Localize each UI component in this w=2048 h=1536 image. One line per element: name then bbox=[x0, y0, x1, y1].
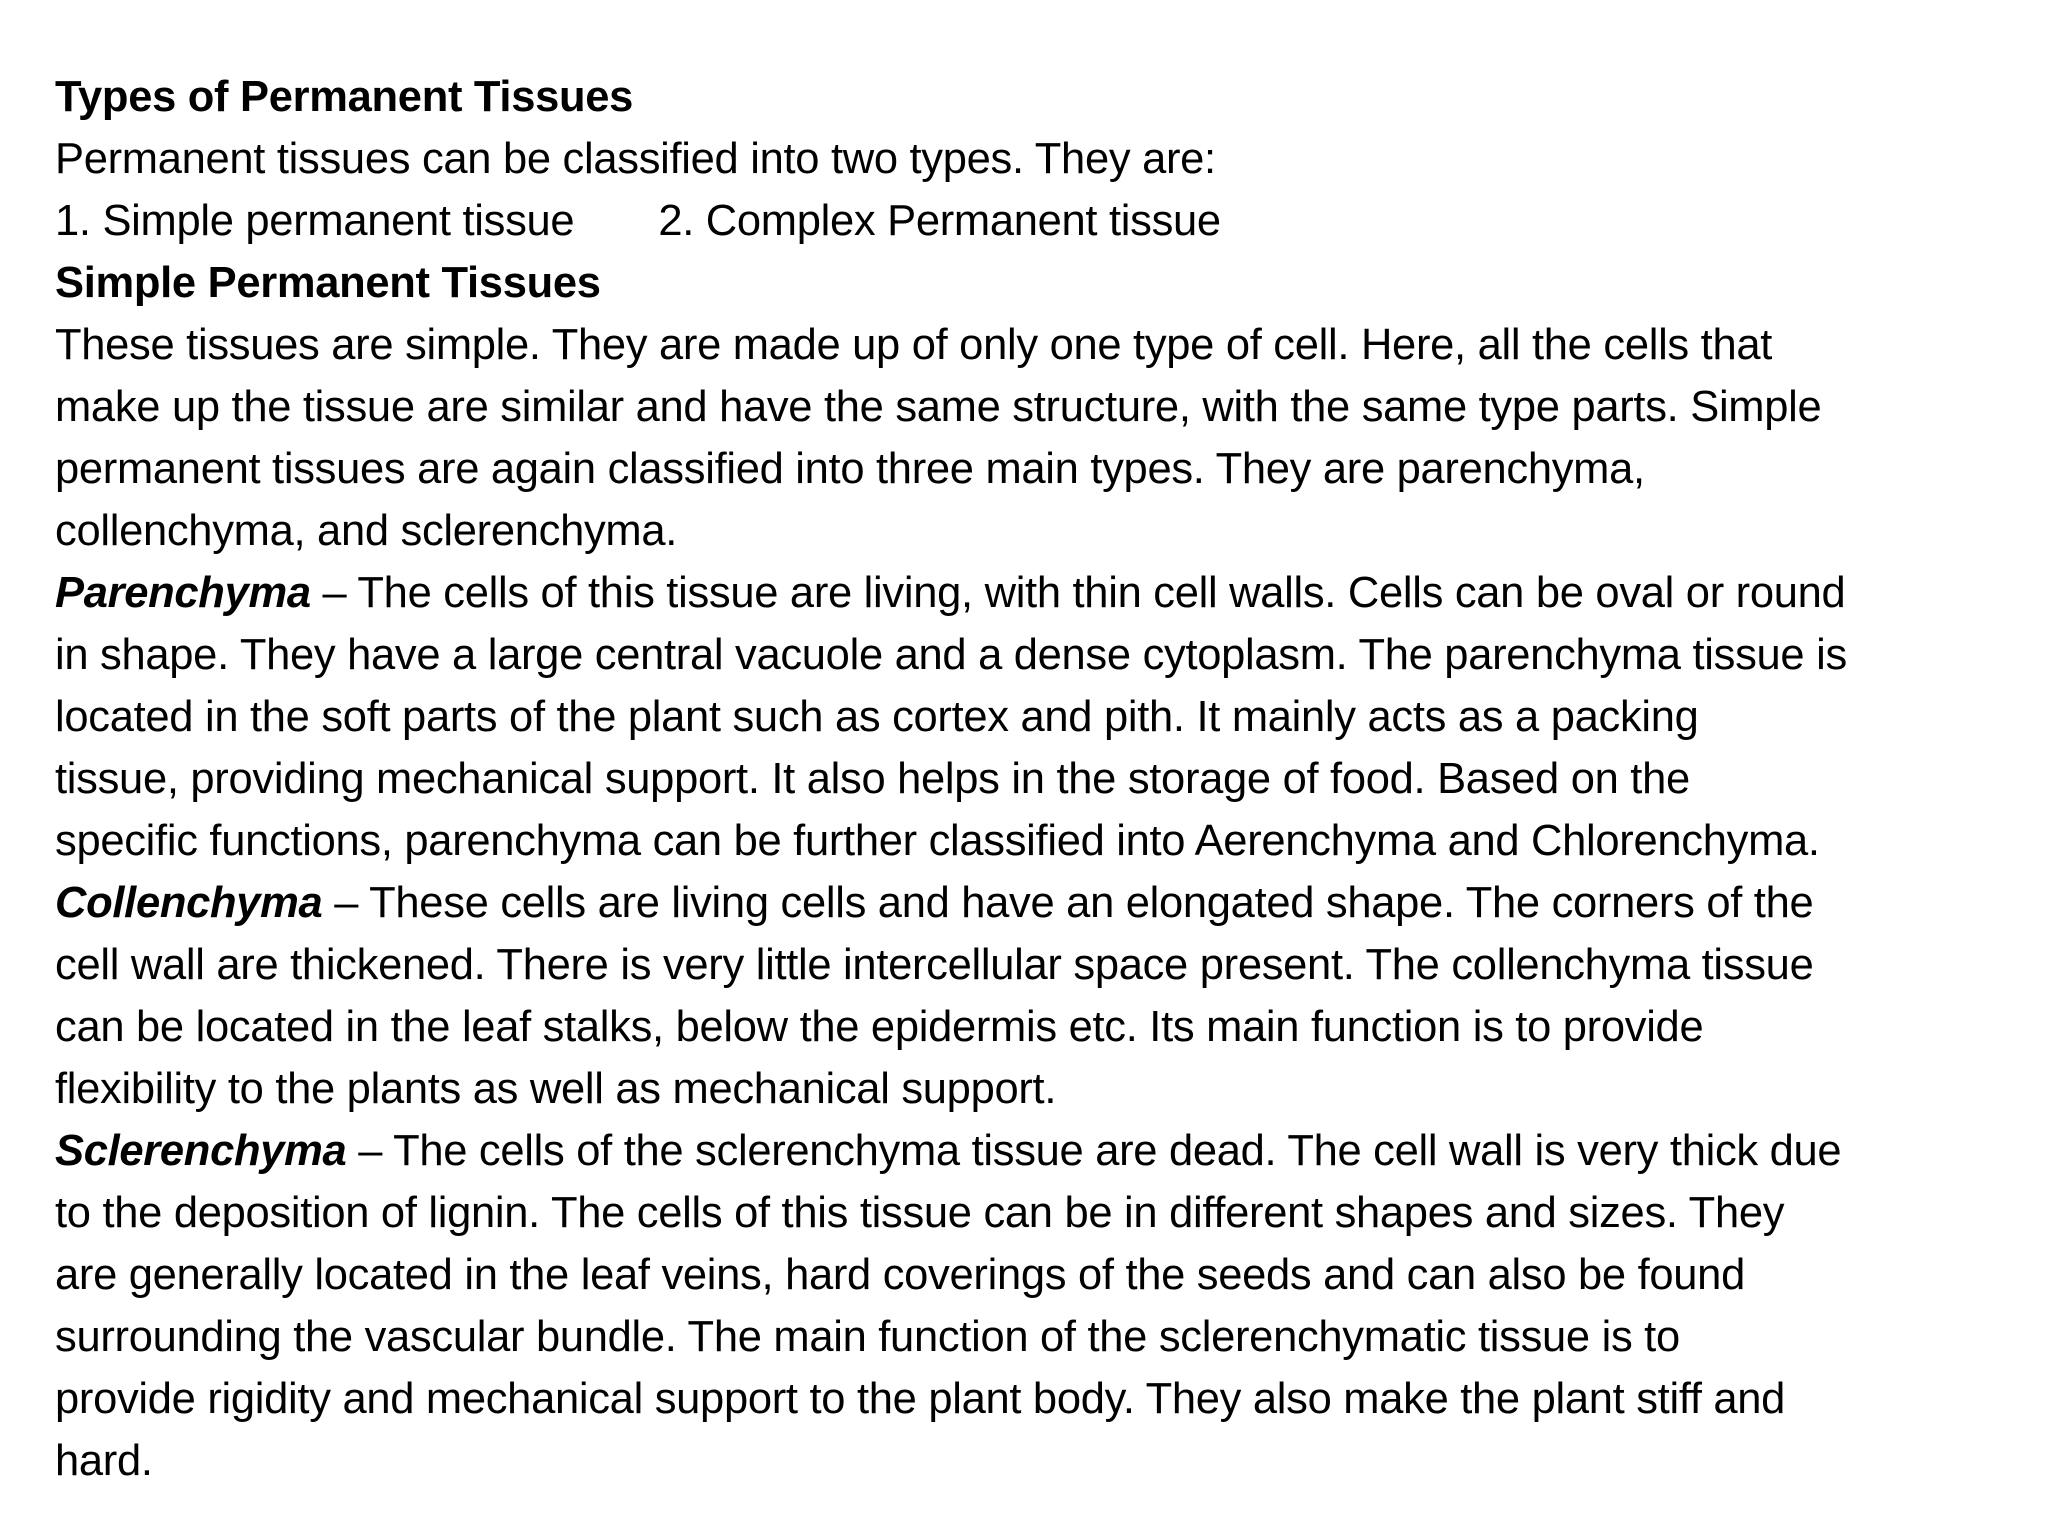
types-list bbox=[55, 190, 2015, 252]
parenchyma-text-line: – The cells of this tissue are living, with thin cell walls. Cells can be oval or round bbox=[310, 569, 1846, 617]
sclerenchyma-paragraph-start bbox=[55, 1120, 2015, 1182]
collenchyma-text-line: can be located in the leaf stalks, below the epidermis etc. Its main function is to provide bbox=[55, 1003, 1704, 1051]
simple-text-line: collenchyma, and sclerenchyma. bbox=[55, 507, 678, 555]
sclerenchyma-text-line: are generally located in the leaf veins, hard coverings of the seeds and can also be found bbox=[55, 1251, 1745, 1299]
sclerenchyma-text-line: to the deposition of lignin. The cells of this tissue can be in different shapes and sizes. They bbox=[55, 1189, 1785, 1237]
parenchyma-paragraph-start bbox=[55, 562, 2015, 624]
simple-text-line: make up the tissue are similar and have the same structure, with the same type parts. Simple bbox=[55, 383, 1822, 431]
type-item-complex: 2. Complex Permanent tissue bbox=[658, 197, 1221, 245]
collenchyma-text-line: – These cells are living cells and have an elongated shape. The corners of the bbox=[322, 879, 1814, 927]
sclerenchyma-text-line: hard. bbox=[55, 1437, 153, 1485]
simple-text-line: permanent tissues are again classified into three main types. They are parenchyma, bbox=[55, 445, 1645, 493]
heading-types-of-permanent-tissues: Types of Permanent Tissues bbox=[55, 73, 634, 121]
parenchyma-text-line: in shape. They have a large central vacuole and a dense cytoplasm. The parenchyma tissue is bbox=[55, 631, 1847, 679]
type-item-simple: 1. Simple permanent tissue bbox=[55, 197, 575, 245]
parenchyma-text-line: tissue, providing mechanical support. It also helps in the storage of food. Based on the bbox=[55, 755, 1690, 803]
collenchyma-paragraph-start bbox=[55, 872, 2015, 934]
document-body bbox=[55, 66, 2015, 1492]
sclerenchyma-text-line: – The cells of the sclerenchyma tissue are dead. The cell wall is very thick due bbox=[346, 1127, 1842, 1175]
intro-text: Permanent tissues can be classified into two types. They are: bbox=[55, 135, 1216, 183]
parenchyma-text-line: specific functions, parenchyma can be further classified into Aerenchyma and Chlorenchyma. bbox=[55, 817, 1820, 865]
heading-simple-permanent-tissues: Simple Permanent Tissues bbox=[55, 259, 601, 307]
simple-text-line: These tissues are simple. They are made up of only one type of cell. Here, all the cells that bbox=[55, 321, 1773, 369]
collenchyma-text-line: flexibility to the plants as well as mechanical support. bbox=[55, 1065, 1057, 1113]
parenchyma-text-line: located in the soft parts of the plant such as cortex and pith. It mainly acts as a packing bbox=[55, 693, 1699, 741]
collenchyma-text-line: cell wall are thickened. There is very little intercellular space present. The collenchyma tissue bbox=[55, 941, 1814, 989]
sclerenchyma-term: Sclerenchyma bbox=[55, 1127, 347, 1175]
parenchyma-term: Parenchyma bbox=[55, 569, 311, 617]
sclerenchyma-text-line: provide rigidity and mechanical support to the plant body. They also make the plant stiff and bbox=[55, 1375, 1786, 1423]
collenchyma-term: Collenchyma bbox=[55, 879, 323, 927]
sclerenchyma-text-line: surrounding the vascular bundle. The main function of the sclerenchymatic tissue is to bbox=[55, 1313, 1680, 1361]
